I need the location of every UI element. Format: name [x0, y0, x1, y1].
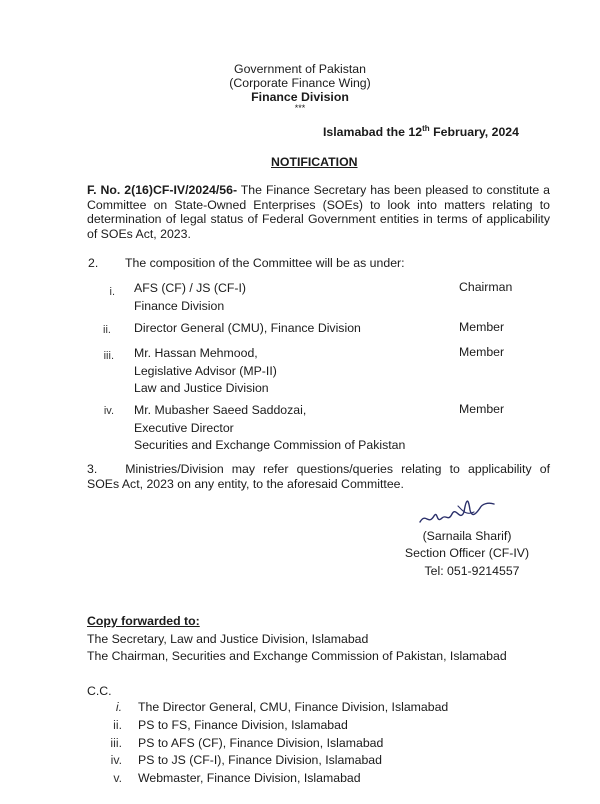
paragraph-3-number: 3.: [87, 462, 98, 476]
copy-forwarded-line: The Secretary, Law and Justice Division, Islamabad: [87, 632, 369, 646]
committee-line: Mr. Mubasher Saeed Saddozai,: [134, 403, 307, 417]
committee-line: Legislative Advisor (MP-II): [134, 363, 277, 378]
committee-line: Finance Division: [134, 298, 225, 313]
cc-item: PS to JS (CF-I), Finance Division, Islamabad: [138, 753, 382, 767]
cc-number: iv.: [110, 753, 122, 767]
date-sup: th: [422, 124, 430, 133]
paragraph-3: [87, 462, 550, 491]
date-suffix: February, 2024: [429, 125, 519, 140]
header-division: Finance Division: [251, 90, 349, 104]
cc-item: PS to AFS (CF), Finance Division, Islamabad: [138, 736, 384, 750]
cc-number: iii.: [110, 736, 122, 750]
copy-forwarded-line: The Chairman, Securities and Exchange Commission of Pakistan, Islamabad: [87, 649, 507, 663]
committee-member: [134, 402, 405, 455]
committee-role: Chairman: [459, 280, 513, 294]
notification-date: [323, 124, 519, 139]
header-stars: ***: [294, 103, 306, 113]
paragraph-1-text: The Finance Secretary has been pleased to constitute a Committee on State-Owned Enterprises (SOEs) to look into matters relating to determination of legal status of Federal Government entities in terms of applicability of SOEs Act, 2023.: [87, 183, 550, 241]
page-title: NOTIFICATION: [271, 155, 358, 169]
file-reference: F. No. 2(16)CF-IV/2024/56-: [87, 183, 238, 197]
cc-number: i.: [115, 700, 122, 714]
cc-label: C.C.: [87, 684, 112, 698]
committee-member: [134, 345, 277, 398]
committee-line: Law and Justice Division: [134, 381, 269, 395]
committee-line: AFS (CF) / JS (CF-I): [134, 281, 247, 295]
committee-member: [134, 320, 361, 338]
paragraph-3-text: Ministries/Division may refer questions/queries relating to applicability of SOEs Act, 2023 on any entity, to the aforesaid Committee.: [87, 462, 550, 491]
committee-role: Member: [459, 402, 505, 416]
committee-number: iii.: [103, 350, 114, 362]
committee-number: i.: [109, 286, 115, 298]
signatory-telephone: Tel: 051-9214557: [424, 564, 520, 578]
date-prefix: Islamabad the 12: [323, 125, 423, 140]
cc-item: The Director General, CMU, Finance Division, Islamabad: [138, 700, 449, 714]
signature-scribble-icon: [418, 492, 498, 532]
signatory-name: (Sarnaila Sharif): [422, 529, 512, 543]
signatory-designation: Section Officer (CF-IV): [404, 546, 530, 560]
paragraph-2-number: 2.: [88, 256, 99, 270]
copy-forwarded-heading: Copy forwarded to:: [87, 614, 200, 628]
committee-role: Member: [459, 320, 505, 334]
header-government: Government of Pakistan: [234, 62, 366, 76]
cc-item: Webmaster, Finance Division, Islamabad: [138, 771, 361, 785]
committee-role: Member: [459, 345, 505, 359]
paragraph-2-text: The composition of the Committee will be as under:: [125, 256, 405, 270]
header-wing: (Corporate Finance Wing): [229, 76, 371, 90]
paragraph-1: [87, 183, 550, 241]
committee-line: Executive Director: [134, 420, 234, 435]
cc-number: ii.: [113, 718, 122, 732]
committee-member: [134, 280, 246, 315]
cc-number: v.: [113, 771, 122, 785]
committee-line: Director General (CMU), Finance Division: [134, 321, 361, 335]
cc-item: PS to FS, Finance Division, Islamabad: [138, 718, 348, 732]
committee-number: iv.: [103, 405, 114, 417]
committee-line: Mr. Hassan Mehmood,: [134, 346, 258, 360]
committee-number: ii.: [103, 324, 111, 336]
committee-line: Securities and Exchange Commission of Pakistan: [134, 438, 406, 452]
